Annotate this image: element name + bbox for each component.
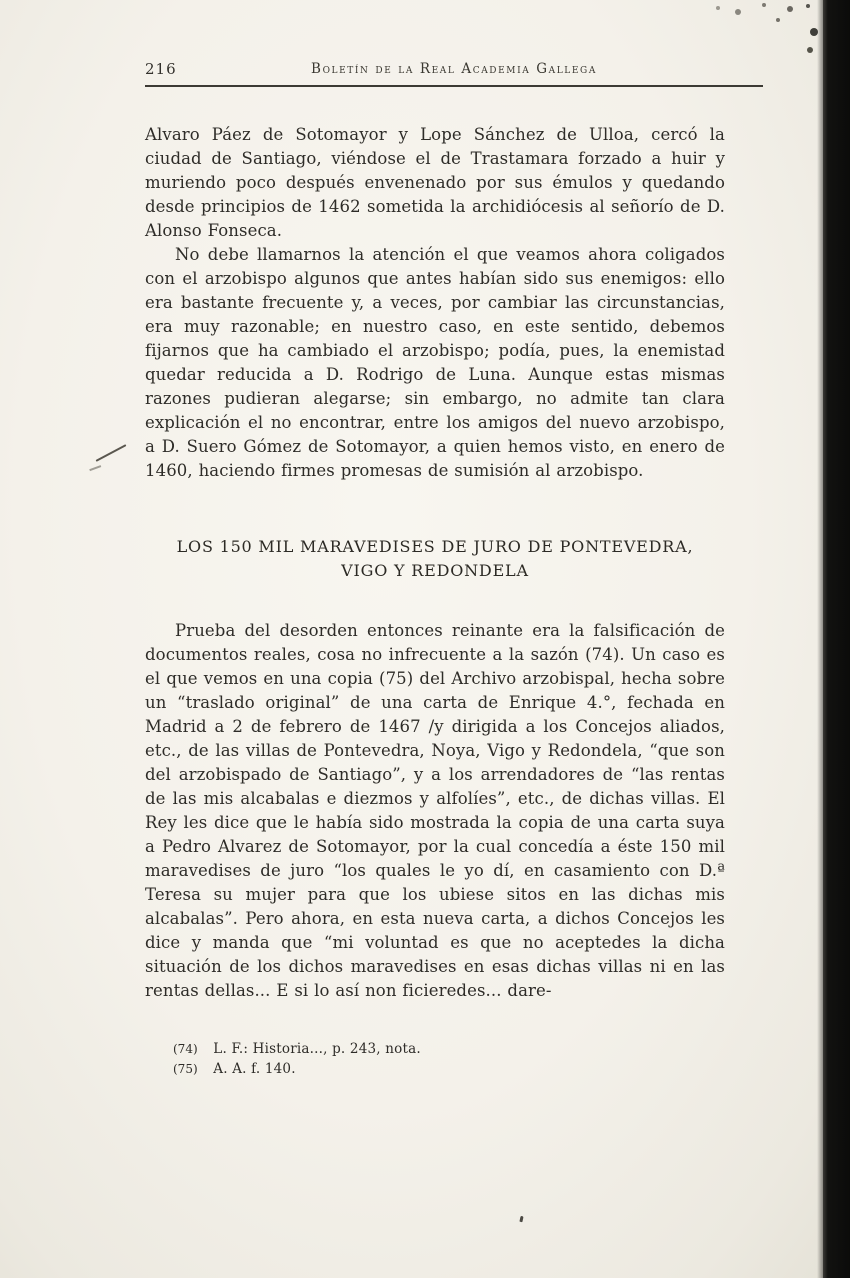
scan-speck: [519, 1216, 523, 1222]
footnote: [173, 1059, 725, 1079]
footnote-marker: (74): [173, 1042, 198, 1056]
page-header: [145, 58, 763, 78]
header-rule: [145, 85, 763, 87]
footnote-marker: (75): [173, 1062, 198, 1076]
journal-title: Boletín de la Real Academia Gallega: [311, 61, 597, 77]
page-number: 216: [145, 60, 177, 78]
footnote-text: A. A. f. 140.: [213, 1061, 296, 1077]
page-content: [145, 0, 725, 1079]
footnotes: [145, 1039, 725, 1079]
section-heading-line-1: LOS 150 MIL MARAVEDISES DE JURO DE PONTEVEDRA,: [176, 537, 694, 556]
scan-edge-bar: [823, 0, 850, 1278]
footnote: [173, 1039, 725, 1059]
section-heading-line-2: VIGO Y REDONDELA: [341, 561, 529, 580]
footnote-text: L. F.: Historia..., p. 243, nota.: [213, 1041, 421, 1057]
body-paragraph: Prueba del desorden entonces reinante era la falsificación de documentos reales, cosa no infrecuente a la sazón (74). Un caso es el que vemos en una copia (75) del Archivo arzobispal, hecha sobre un “traslado original” de una carta de Enrique 4.°, fechada en Madrid a 2 de febrero de 1467 /y dirigida a los Concejos aliados, etc., de las villas de Pontevedra, Noya, Vigo y Redondela, “que son del arzobispado de Santiago”, y a los arrendadores de “las rentas de las mis alcabalas e diezmos y alfolíes”, etc., de dichas villas. El Rey les dice que le había sido mostrada la copia de una carta suya a Pedro Alvarez de Sotomayor, por la cual concedía a éste 150 mil maravedises de juro “los quales le yo dí, en casamiento con D.ª Teresa su mujer para que los ubiese sitos en las dichas mis alcabalas”. Pero ahora, en esta nueva carta, a dichos Concejos les dice y manda que “mi voluntad es que no aceptedes la dicha situación de los dichos maravedises en esas dichas villas ni en las rentas dellas... E si lo así non ficieredes... dare-: [145, 621, 725, 1000]
body-paragraph: Alvaro Páez de Sotomayor y Lope Sánchez de Ulloa, cercó la ciudad de Santiago, viéndose el de Trastamara forzado a huir y muriendo poco después envenenado por sus émulos y quedando desde principios de 1462 sometida la archidiócesis al señorío de D. Alonso Fonseca.: [145, 125, 725, 240]
section-heading: [145, 535, 725, 583]
body-paragraph: No debe llamarnos la atención el que veamos ahora coligados con el arzobispo algunos que antes habían sido sus enemigos: ello era bastante frecuente y, a veces, por cambiar las circunstancias, era muy razonable; en nuestro caso, en este sentido, debemos fijarnos que ha cambiado el arzobispo; podía, pues, la enemistad quedar reducida a D. Rodrigo de Luna. Aunque estas mismas razones pudieran alegarse; sin embargo, no admite tan clara explicación el no encontrar, entre los amigos del nuevo arzobispo, a D. Suero Gómez de Sotomayor, a quien hemos visto, en enero de 1460, haciendo firmes promesas de sumisión al arzobispo.: [145, 245, 725, 480]
scan-speckles: [806, 4, 810, 8]
stray-pen-mark: [96, 444, 127, 462]
